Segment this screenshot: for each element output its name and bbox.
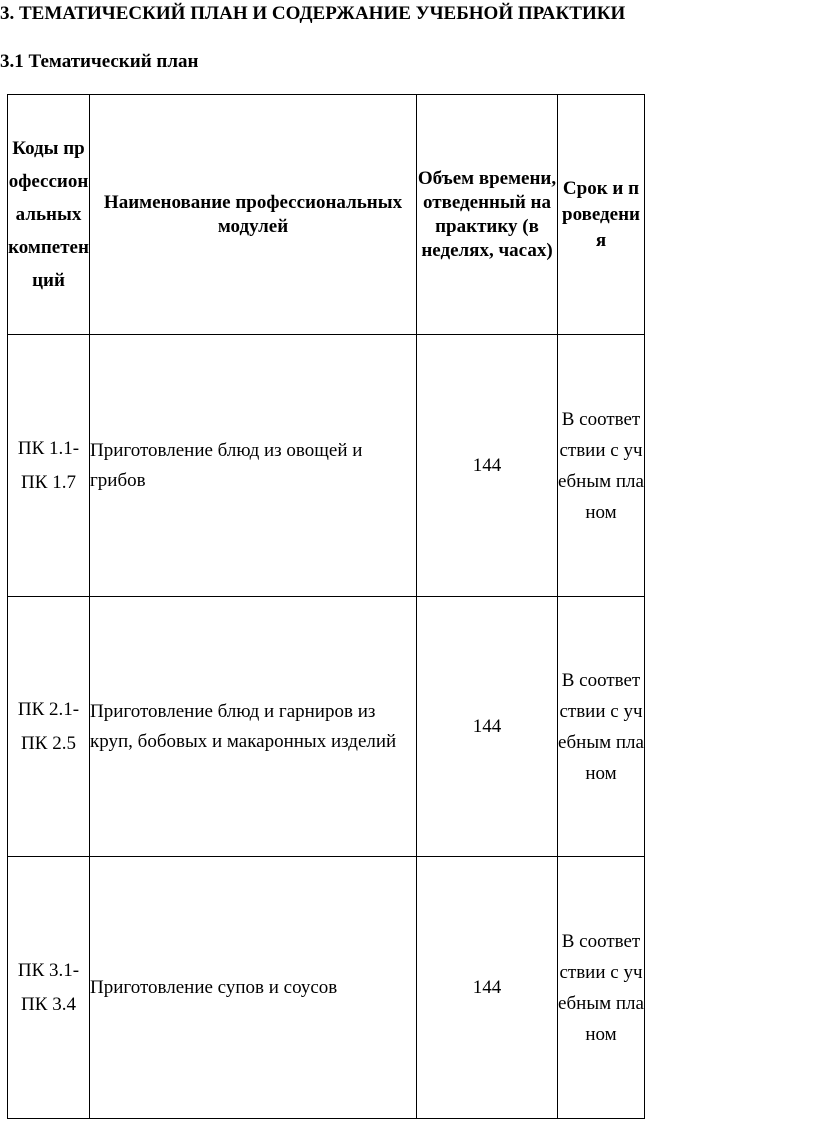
competence-code-end: ПК 2.5 (21, 732, 76, 754)
header-term: Срок и проведения (558, 95, 645, 335)
section-heading: 3.1 Тематический план (0, 51, 199, 72)
module-name-cell: Приготовление блюд и гарниров из круп, бобовых и макаронных изделий (90, 597, 417, 857)
header-time: Объем времени, отведенный на практику (в неделях, часах) (417, 95, 558, 335)
module-name-cell: Приготовление блюд из овощей и грибов (90, 335, 417, 597)
table-row (8, 597, 645, 857)
competence-code-start: ПК 1.1- (17, 437, 80, 459)
competence-codes-cell (8, 597, 90, 857)
competence-codes-cell (8, 335, 90, 597)
document-heading: 3. ТЕМАТИЧЕСКИЙ ПЛАН И СОДЕРЖАНИЕ УЧЕБНОЙ ПРАКТИКИ (0, 3, 626, 24)
practice-hours-cell: 144 (417, 857, 558, 1119)
table-row (8, 857, 645, 1119)
competence-code-end: ПК 3.4 (21, 993, 76, 1015)
table-header-row (8, 95, 645, 335)
term-cell: В соответствии с учебным планом (558, 335, 645, 597)
competence-codes-cell (8, 857, 90, 1119)
competence-code-start: ПК 2.1- (17, 698, 80, 720)
competence-code-start: ПК 3.1- (17, 959, 80, 981)
thematic-plan-table (7, 94, 645, 1119)
term-cell: В соответствии с учебным планом (558, 597, 645, 857)
header-name: Наименование профессиональных модулей (90, 95, 417, 335)
competence-code-end: ПК 1.7 (21, 471, 76, 493)
module-name-cell: Приготовление супов и соусов (90, 857, 417, 1119)
header-codes: Коды профессиональных компетенций (8, 95, 90, 335)
practice-hours-cell: 144 (417, 597, 558, 857)
table-row (8, 335, 645, 597)
term-cell: В соответствии с учебным планом (558, 857, 645, 1119)
practice-hours-cell: 144 (417, 335, 558, 597)
